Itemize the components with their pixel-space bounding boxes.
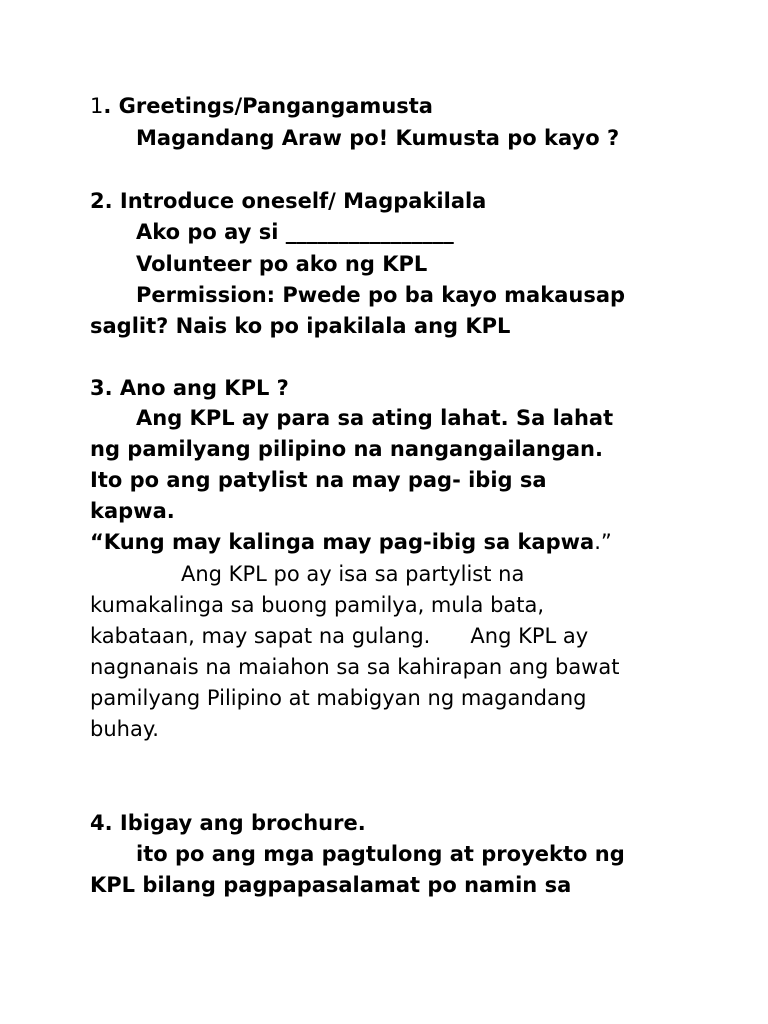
body-paragraph-line: Ang KPL po ay isa sa partylist na: [181, 562, 525, 586]
motto-line: [90, 530, 612, 554]
permission-line-1: Permission: Pwede po ba kayo makausap: [136, 283, 626, 307]
greeting-line: Magandang Araw po! Kumusta po kayo ?: [136, 126, 620, 150]
body-paragraph-line: kumakalinga sa buong pamilya, mula bata,: [90, 593, 545, 617]
section-3-heading: 3. Ano ang KPL ?: [90, 376, 289, 400]
motto-end: .”: [594, 530, 612, 554]
section-4-heading: 4. Ibigay ang brochure.: [90, 811, 366, 835]
kpl-description-line: Ang KPL ay para sa ating lahat. Sa lahat: [136, 406, 614, 430]
section-1-heading: [90, 94, 433, 118]
brochure-line-1: ito po ang mga pagtulong at proyekto ng: [136, 842, 625, 866]
body-paragraph-line: kabataan, may sapat na gulang. Ang KPL ay: [90, 624, 589, 648]
motto-text: “Kung may kalinga may pag-ibig sa kapwa: [90, 530, 595, 554]
kpl-description-line: Ito po ang patylist na may pag- ibig sa: [90, 468, 547, 492]
kpl-description-line: kapwa.: [90, 499, 175, 523]
body-paragraph-line: pamilyang Pilipino at mabigyan ng magandang: [90, 686, 587, 710]
name-line: Ako po ay si ________________: [136, 220, 454, 244]
volunteer-line: Volunteer po ako ng KPL: [136, 252, 428, 276]
section-2-heading: 2. Introduce oneself/ Magpakilala: [90, 189, 487, 213]
brochure-line-2: KPL bilang pagpapasalamat po namin sa: [90, 873, 572, 897]
kpl-description-line: ng pamilyang pilipino na nangangailangan.: [90, 437, 603, 461]
permission-line-2: saglit? Nais ko po ipakilala ang KPL: [90, 314, 511, 338]
section-1-number: 1: [90, 94, 104, 118]
body-paragraph-line: buhay.: [90, 717, 159, 741]
body-paragraph-line: nagnanais na maiahon sa sa kahirapan ang bawat: [90, 655, 620, 679]
section-1-title: . Greetings/Pangangamusta: [103, 94, 433, 118]
